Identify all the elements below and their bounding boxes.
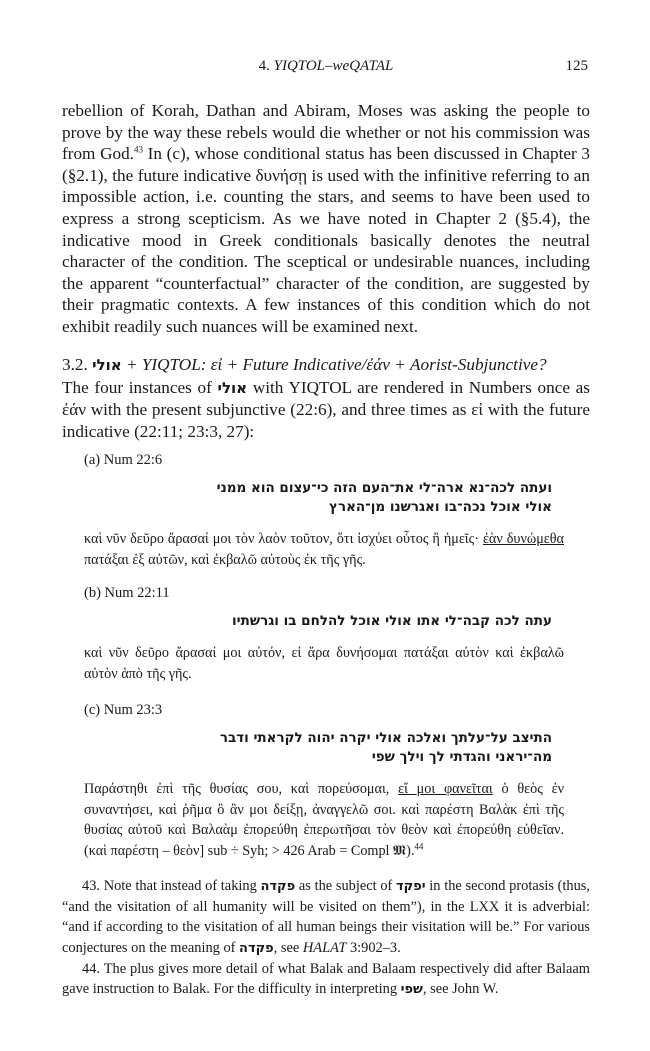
hebrew-text: עתה לכה קבה־לי אתו אולי אוכל להלחם בו וגרשתיו <box>232 613 552 629</box>
footnote-ref-43[interactable]: 43 <box>133 144 143 155</box>
example-label: (b) Num 22:11 <box>84 585 170 601</box>
greek-underlined-protasis: εἴ μοι φανεῖται <box>398 781 493 797</box>
running-head <box>62 58 590 78</box>
page-number: 125 <box>565 58 588 74</box>
example-label: (a) Num 22:6 <box>84 452 163 468</box>
running-head-title: 4. YIQTOL–weQATAL <box>258 58 394 74</box>
section-intro: The four instances of אולי with YIQTOL are rendered in Numbers once as ἐάν with the present subjunctive (22:6), and three times as εἰ with the future indicative (22:11; 23:3, 27): <box>62 377 590 441</box>
example-a <box>84 452 564 570</box>
footnote-44: 44. The plus gives more detail of what Balak and Balaam respectively did after Balaam gave instruction to Balak. For the difficulty in interpreting שפי, see John W. <box>62 960 590 998</box>
example-label: (c) Num 23:3 <box>84 702 163 718</box>
greek-text: καὶ νῦν δεῦρο ἄρασαί μοι τὸν λαὸν τοῦτον, ὅτι ἰσχύει οὗτος ἢ ἡμεῖς· ἐὰν δυνώμεθα πατάξαι ἐξ αὐτῶν, καὶ ἐκβαλῶ αὐτοὺς ἐκ τῆς γῆς. <box>84 531 564 568</box>
greek-text: Παράστηθι ἐπὶ τῆς θυσίας σου, καὶ πορεύσομαι, εἴ μοι φανεῖται ὁ θεὸς ἐν συναντήσει, καὶ ῥῆμα ὃ ἂν μοι δείξῃ, ἀναγγελῶ σοι. καὶ παρέστη Βαλὰκ ἐπὶ τῆς θυσίας αὐτοῦ καὶ Βαλαὰμ ἐπορεύθη ἐπερωτῆσαι τὸν θεὸν καὶ ἐπορεύθη εὐθεῖαν. (καὶ παρέστη – θεὸν] sub ÷ Syh; > 426 Arab = Compl 𝕸).$^{44}$ <box>84 781 565 859</box>
footnote-ref-44[interactable]: 44 <box>414 840 424 851</box>
hebrew-text: ועתה לכה־נא ארה־לי את־העם הזה כי־עצום הוא ממני אולי אוכל נכה־בו ואגרשנו מן־הארץ <box>216 480 552 515</box>
greek-underlined-protasis: ἐὰν δυνώμεθα <box>482 531 564 547</box>
hebrew-text: התיצב על־עלתך ואלכה אולי יקרה יהוה לקראתי ודבר מה־יראני והגדתי לך וילך שפי <box>219 730 552 765</box>
example-b <box>84 585 564 684</box>
body-paragraph: rebellion of Korah, Dathan and Abiram, Moses was asking the people to prove by the way these rebels would die whether or not his commission was from God.$^{43}$ In (c), whose conditional status has been discussed in Chapter 3 (§2.1), the future indicative δυνήσῃ is used with the infinitive referring to an impossible action, i.e. counting the stars, and seems to have been used to express a strong scepticism. As we have noted in Chapter 2 (§5.4), the indicative mood in Greek conditionals basically denotes the neutral character of the condition. The sceptical or undesirable nuances, including the apparent “counterfactual” character of the condition, are suggested by their pragmatic contexts. A few instances of this condition which do not exhibit readily such nuances will be examined next. <box>62 101 590 336</box>
footnote-43: 43. Note that instead of taking פקדה as the subject of יפקד in the second protasis (thus, “and the visitation of all humanity will be visited on them”), in the LXX it is adverbial: “and if according to the visitation of all human beings their visitation will be.” For various conjectures on the meaning of פקדה, see HALAT 3:902–3. <box>62 878 590 956</box>
section-3-2 <box>62 354 590 442</box>
example-c <box>84 702 564 861</box>
footnotes <box>62 876 590 1000</box>
section-heading: 3.2. אולי + YIQTOL: εἰ + Future Indicative/ἐάν + Aorist-Subjunctive? <box>62 355 547 374</box>
greek-text: καὶ νῦν δεῦρο ἄρασαί μοι αὐτόν, εἰ ἄρα δυνήσομαι πατάξαι αὐτὸν καὶ ἐκβαλῶ αὐτὸν ἀπὸ τῆς γῆς. <box>84 645 564 682</box>
